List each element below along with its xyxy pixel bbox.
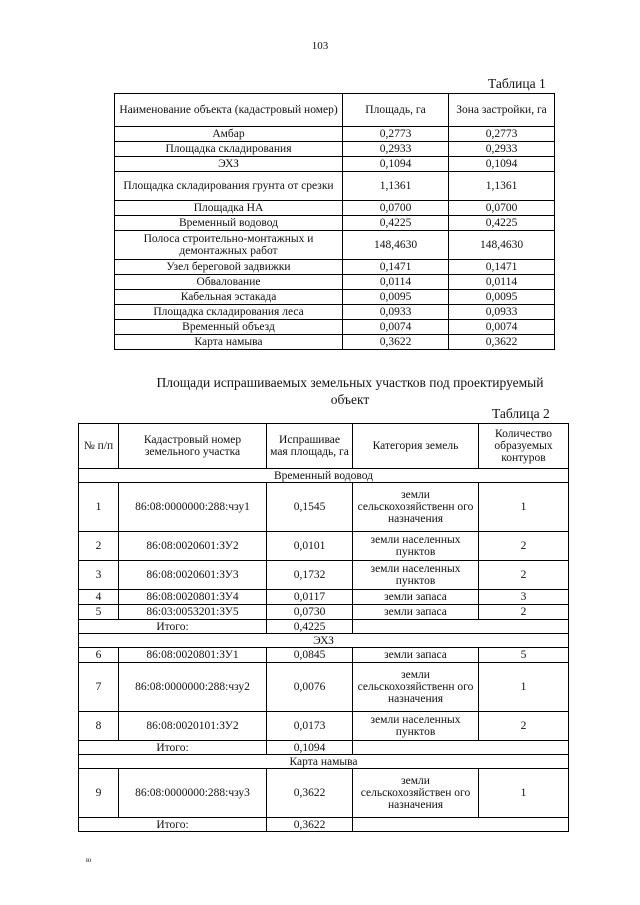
column-header: № п/п — [79, 424, 119, 469]
table-row — [115, 290, 555, 305]
area-cell: 148,4630 — [449, 231, 555, 260]
area-cell: 0,1471 — [343, 260, 449, 275]
contours-count-cell: 1 — [479, 663, 569, 712]
object-name-cell: Площадка складирования грунта от срезки — [115, 172, 343, 201]
table-row — [79, 769, 569, 818]
table-row — [79, 605, 569, 620]
objects-area-table — [114, 93, 555, 350]
section-header-row — [79, 469, 569, 483]
row-number-cell: 8 — [79, 712, 119, 741]
area-cell: 0,0074 — [343, 320, 449, 335]
area-cell: 0,4225 — [449, 216, 555, 231]
total-value: 0,3622 — [267, 818, 353, 832]
table-row — [115, 305, 555, 320]
land-category-cell: земли запаса — [353, 605, 479, 620]
section-name: Временный водовод — [79, 469, 569, 483]
table-row — [79, 648, 569, 663]
object-name-cell: Узел береговой задвижки — [115, 260, 343, 275]
table-row — [115, 320, 555, 335]
corner-mark: ю — [86, 856, 92, 864]
row-number-cell: 9 — [79, 769, 119, 818]
table-row — [79, 561, 569, 590]
table-row — [115, 142, 555, 157]
table-header-row — [115, 94, 555, 127]
table-row — [79, 532, 569, 561]
table-row — [79, 590, 569, 605]
area-cell: 0,0074 — [449, 320, 555, 335]
area-cell: 0,0076 — [267, 663, 353, 712]
table-row — [79, 663, 569, 712]
section-name: ЭХЗ — [79, 634, 569, 648]
land-category-cell: земли запаса — [353, 648, 479, 663]
cadastral-number-cell: 86:08:0000000:288:чзу3 — [119, 769, 267, 818]
area-cell: 0,1545 — [267, 483, 353, 532]
area-cell: 0,0700 — [449, 201, 555, 216]
total-value: 0,4225 — [267, 620, 353, 634]
contours-count-cell: 2 — [479, 605, 569, 620]
table-row — [115, 201, 555, 216]
area-cell: 0,0933 — [449, 305, 555, 320]
land-category-cell: земли сельскохозяйственн ого назначения — [353, 483, 479, 532]
object-name-cell: Площадка складирования леса — [115, 305, 343, 320]
cadastral-number-cell: 86:08:0020601:ЗУ3 — [119, 561, 267, 590]
cadastral-number-cell: 86:08:0020801:ЗУ1 — [119, 648, 267, 663]
area-cell: 148,4630 — [343, 231, 449, 260]
area-cell: 0,0845 — [267, 648, 353, 663]
contours-count-cell: 2 — [479, 712, 569, 741]
section-header-row — [79, 634, 569, 648]
area-cell: 0,1094 — [343, 157, 449, 172]
area-cell: 0,4225 — [343, 216, 449, 231]
area-cell: 0,0114 — [449, 275, 555, 290]
area-cell: 0,1094 — [449, 157, 555, 172]
table2-title: Площади испрашиваемых земельных участков под проектируемый объект — [156, 375, 544, 407]
page-number: 103 — [311, 40, 329, 52]
total-label: Итого: — [79, 818, 267, 832]
contours-count-cell: 3 — [479, 590, 569, 605]
land-category-cell: земли населенных пунктов — [353, 561, 479, 590]
land-category-cell: земли запаса — [353, 590, 479, 605]
area-cell: 0,0173 — [267, 712, 353, 741]
table-row — [79, 712, 569, 741]
column-header: Количество образуемых контуров — [479, 424, 569, 469]
area-cell: 0,0117 — [267, 590, 353, 605]
contours-count-cell: 1 — [479, 483, 569, 532]
object-name-cell: Полоса строительно-монтажных и демонтажных работ — [115, 231, 343, 260]
object-name-cell: Площадка складирования — [115, 142, 343, 157]
cadastral-number-cell: 86:08:0020801:ЗУ4 — [119, 590, 267, 605]
total-label: Итого: — [79, 620, 267, 634]
table-row — [115, 172, 555, 201]
row-number-cell: 3 — [79, 561, 119, 590]
area-cell: 1,1361 — [343, 172, 449, 201]
area-cell: 0,0114 — [343, 275, 449, 290]
land-category-cell: земли сельскохозяйственн ого назначения — [353, 663, 479, 712]
object-name-cell: Кабельная эстакада — [115, 290, 343, 305]
row-number-cell: 4 — [79, 590, 119, 605]
area-cell: 0,0095 — [343, 290, 449, 305]
land-category-cell: земли сельскохозяйствен ого назначения — [353, 769, 479, 818]
column-header: Площадь, га — [343, 94, 449, 127]
cadastral-number-cell: 86:08:0000000:288:чзу2 — [119, 663, 267, 712]
column-header: Испрашивае мая площадь, га — [267, 424, 353, 469]
total-label: Итого: — [79, 741, 267, 755]
row-number-cell: 7 — [79, 663, 119, 712]
object-name-cell: Амбар — [115, 127, 343, 142]
column-header: Категория земель — [353, 424, 479, 469]
area-cell: 0,0700 — [343, 201, 449, 216]
object-name-cell: Площадка НА — [115, 201, 343, 216]
contours-count-cell: 1 — [479, 769, 569, 818]
total-row — [79, 620, 569, 634]
area-cell: 0,2773 — [343, 127, 449, 142]
land-plots-table — [78, 423, 569, 832]
object-name-cell: Временный водовод — [115, 216, 343, 231]
table1-caption: Таблица 1 — [488, 76, 546, 91]
object-name-cell: Временный объезд — [115, 320, 343, 335]
area-cell: 0,2773 — [449, 127, 555, 142]
object-name-cell: ЭХЗ — [115, 157, 343, 172]
area-cell: 0,0101 — [267, 532, 353, 561]
section-name: Карта намыва — [79, 755, 569, 769]
section-header-row — [79, 755, 569, 769]
cadastral-number-cell: 86:08:0000000:288:чзу1 — [119, 483, 267, 532]
area-cell: 1,1361 — [449, 172, 555, 201]
table-row — [115, 260, 555, 275]
total-row — [79, 818, 569, 832]
empty-cell — [353, 620, 569, 634]
area-cell: 0,3622 — [343, 335, 449, 350]
column-header: Наименование объекта (кадастровый номер) — [115, 94, 343, 127]
area-cell: 0,2933 — [449, 142, 555, 157]
contours-count-cell: 2 — [479, 561, 569, 590]
total-row — [79, 741, 569, 755]
total-value: 0,1094 — [267, 741, 353, 755]
land-category-cell: земли населенных пунктов — [353, 712, 479, 741]
column-header: Кадастровый номер земельного участка — [119, 424, 267, 469]
table-row — [115, 231, 555, 260]
table-row — [115, 157, 555, 172]
area-cell: 0,2933 — [343, 142, 449, 157]
area-cell: 0,1732 — [267, 561, 353, 590]
table2-caption: Таблица 2 — [492, 406, 550, 421]
object-name-cell: Карта намыва — [115, 335, 343, 350]
row-number-cell: 6 — [79, 648, 119, 663]
row-number-cell: 2 — [79, 532, 119, 561]
table-row — [115, 275, 555, 290]
row-number-cell: 1 — [79, 483, 119, 532]
land-category-cell: земли населенных пунктов — [353, 532, 479, 561]
cadastral-number-cell: 86:03:0053201:ЗУ5 — [119, 605, 267, 620]
table-row — [115, 335, 555, 350]
empty-cell — [353, 741, 569, 755]
area-cell: 0,0730 — [267, 605, 353, 620]
table-header-row — [79, 424, 569, 469]
area-cell: 0,1471 — [449, 260, 555, 275]
column-header: Зона застройки, га — [449, 94, 555, 127]
contours-count-cell: 5 — [479, 648, 569, 663]
area-cell: 0,0095 — [449, 290, 555, 305]
row-number-cell: 5 — [79, 605, 119, 620]
object-name-cell: Обвалование — [115, 275, 343, 290]
empty-cell — [353, 818, 569, 832]
table-row — [115, 127, 555, 142]
table-row — [79, 483, 569, 532]
area-cell: 0,3622 — [267, 769, 353, 818]
cadastral-number-cell: 86:08:0020101:ЗУ2 — [119, 712, 267, 741]
table-row — [115, 216, 555, 231]
contours-count-cell: 2 — [479, 532, 569, 561]
area-cell: 0,3622 — [449, 335, 555, 350]
cadastral-number-cell: 86:08:0020601:ЗУ2 — [119, 532, 267, 561]
area-cell: 0,0933 — [343, 305, 449, 320]
